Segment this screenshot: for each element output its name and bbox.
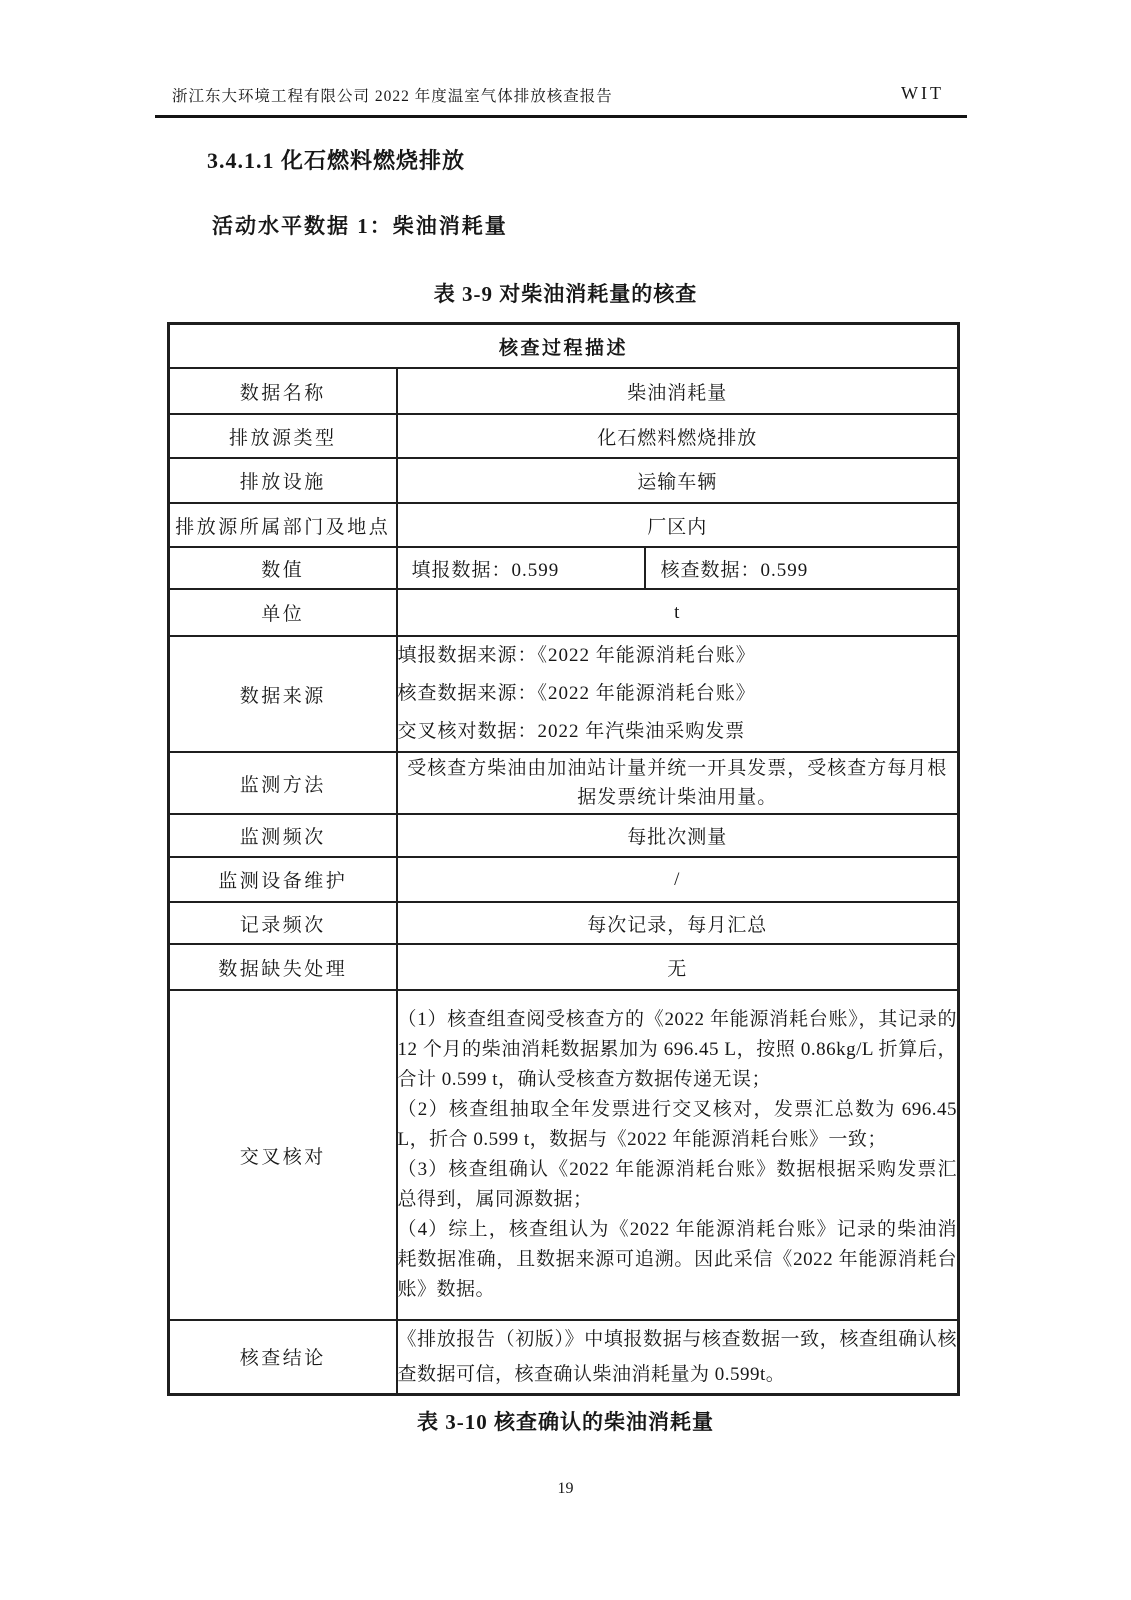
row-value: 每次记录，每月汇总: [397, 902, 959, 944]
table-row: [169, 1320, 959, 1394]
row-label: 记录频次: [169, 902, 397, 944]
page-number: 19: [557, 1480, 574, 1497]
table-row: [169, 752, 959, 814]
table-row: [169, 636, 959, 752]
row-label: 核查结论: [169, 1320, 397, 1394]
cross-check-item: （1）核查组查阅受核查方的《2022 年能源消耗台账》，其记录的 12 个月的柴油消耗数据累加为 696.45 L，按照 0.86kg/L 折算后，合计 0.599 t，确认受核查方数据传递无误；: [397, 1009, 957, 1090]
row-value: 厂区内: [397, 503, 959, 547]
data-source-line: 核查数据来源：《2022 年能源消耗台账》: [397, 683, 756, 704]
cross-check-item: （3）核查组确认《2022 年能源消耗台账》数据根据采购发票汇总得到，属同源数据；: [397, 1159, 957, 1210]
row-value: [397, 636, 959, 752]
row-value: 每批次测量: [397, 814, 959, 857]
reported-value: 填报数据：0.599: [398, 548, 647, 588]
row-label: 数据缺失处理: [169, 944, 397, 990]
table-row: [169, 814, 959, 857]
row-value: 化石燃料燃烧排放: [397, 414, 959, 458]
table-header-cell: 核查过程描述: [169, 324, 959, 369]
data-source-line: 填报数据来源：《2022 年能源消耗台账》: [397, 645, 756, 666]
row-value: t: [397, 589, 959, 636]
activity-data-heading: 活动水平数据 1：柴油消耗量: [212, 214, 508, 238]
data-source-line: 交叉核对数据：2022 年汽柴油采购发票: [397, 721, 746, 742]
row-value: 受核查方柴油由加油站计量并统一开具发票，受核查方每月根据发票统计柴油用量。: [397, 752, 959, 814]
table-row: [169, 902, 959, 944]
table-row: [169, 857, 959, 902]
row-value: [397, 990, 959, 1320]
table-row: [169, 324, 959, 369]
row-label: 数据来源: [169, 636, 397, 752]
row-value-split: [397, 547, 959, 589]
row-label: 排放源类型: [169, 414, 397, 458]
header-logo-text: WIT: [901, 83, 944, 103]
cross-check-item: （2）核查组抽取全年发票进行交叉核对，发票汇总数为 696.45 L，折合 0.599 t，数据与《2022 年能源消耗台账》一致；: [397, 1099, 957, 1150]
row-label: 交叉核对: [169, 990, 397, 1320]
table-3-9-caption: 表 3-9 对柴油消耗量的核查: [433, 282, 698, 306]
row-label: 数值: [169, 547, 397, 589]
table-row: [169, 589, 959, 636]
row-value: 无: [397, 944, 959, 990]
row-label: 监测频次: [169, 814, 397, 857]
table-row: [169, 368, 959, 414]
row-label: 数据名称: [169, 368, 397, 414]
table-row: [169, 990, 959, 1320]
table-row: [169, 503, 959, 547]
row-label: 监测方法: [169, 752, 397, 814]
table-row: [169, 944, 959, 990]
table-row: [169, 458, 959, 503]
row-label: 排放设施: [169, 458, 397, 503]
row-label: 监测设备维护: [169, 857, 397, 902]
row-value: /: [397, 857, 959, 902]
row-value: 《排放报告（初版）》中填报数据与核查数据一致，核查组确认核查数据可信，核查确认柴油消耗量为 0.599t。: [397, 1320, 959, 1394]
row-value: 运输车辆: [397, 458, 959, 503]
row-value: 柴油消耗量: [397, 368, 959, 414]
header-divider: [155, 115, 967, 118]
verification-table: [167, 322, 960, 1396]
row-label: 排放源所属部门及地点: [169, 503, 397, 547]
header-title: 浙江东大环境工程有限公司 2022 年度温室气体排放核查报告: [172, 88, 613, 105]
table-row: [169, 547, 959, 589]
table-row: [169, 414, 959, 458]
verified-value: 核查数据：0.599: [660, 559, 809, 581]
cross-check-item: （4）综上，核查组认为《2022 年能源消耗台账》记录的柴油消耗数据准确，且数据来源可追溯。因此采信《2022 年能源消耗台账》数据。: [397, 1219, 957, 1300]
row-label: 单位: [169, 589, 397, 636]
table-3-10-caption: 表 3-10 核查确认的柴油消耗量: [417, 1410, 714, 1434]
section-heading: 3.4.1.1 化石燃料燃烧排放: [207, 148, 466, 173]
